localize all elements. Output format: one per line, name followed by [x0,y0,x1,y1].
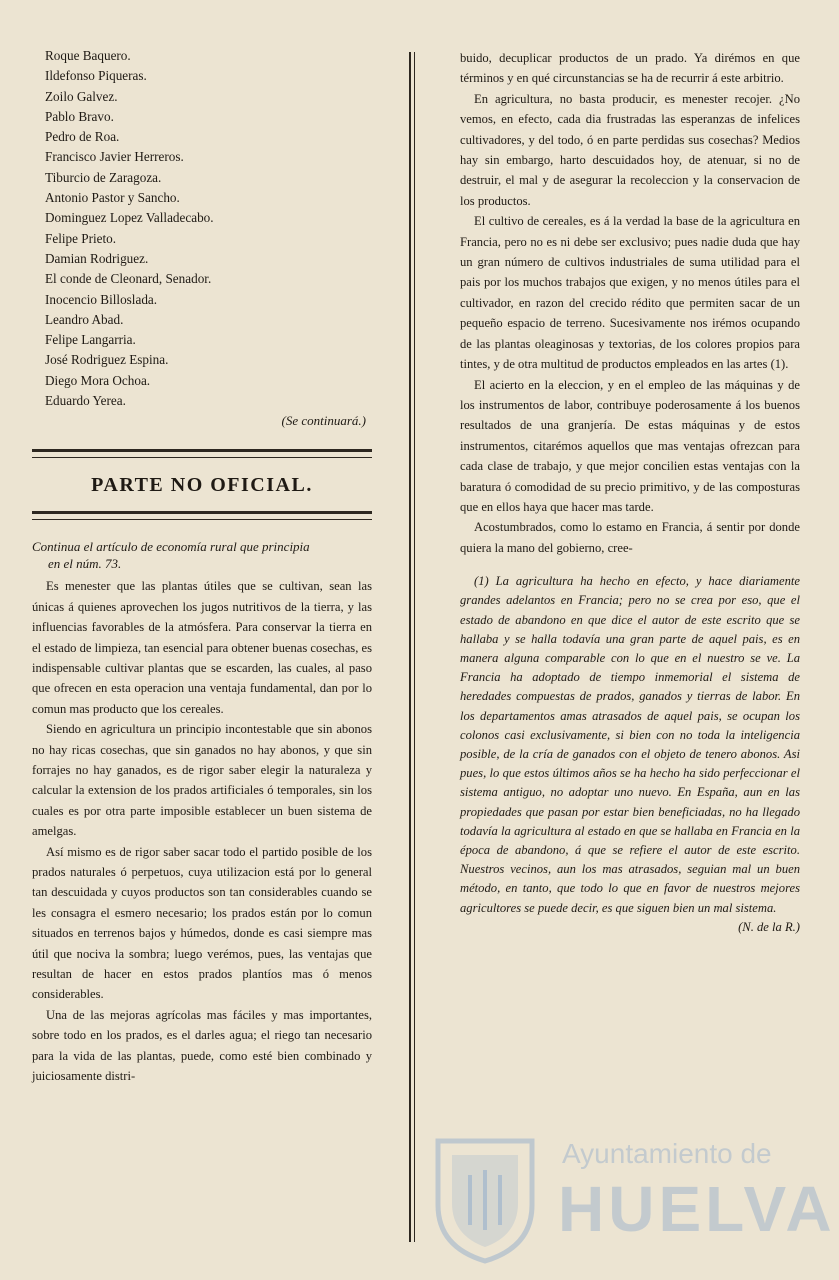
signatory-name: Felipe Langarria. [45,332,136,348]
signatory-name: Ildefonso Piqueras. [45,68,147,84]
coat-of-arms-icon [430,1135,540,1265]
paragraph: Así mismo es de rigor saber sacar todo el partido posible de los prados naturales ó perpetuos, cuya utilizacion está por lo general tan descuidada y cuyos productos son tan considerables cuando se les consagra el esmero necesario; los prados están por lo comun situados en terrenos bajos y húmedos, donde es casi siempre mas útil que nociva la sombra; luego verémos, pues, las ventajas que resultan de hacer en estos prados plantíos mas ó menos considerables. [32,844,372,1002]
signatory-name: Dominguez Lopez Valladecabo. [45,210,214,226]
signatory-name: Roque Baquero. [45,48,131,63]
section-title: PARTE NO OFICIAL. [91,474,313,497]
footnote-signature: (N. de la R.) [738,919,800,934]
paragraph: El cultivo de cereales, es á la verdad la base de la agricultura en Francia, pero no es ni debe ser exclusivo; pues nadie duda que hay un gran número de cultivos industriales de suma utilidad para el pais por los muchos trabajos que exigen, y no menos útiles para el cultivador, en razon del crecido rédito que permiten sacar de un pequeño espacio de terreno. Sucesivamente nos irémos ocupando de las plantas oleaginosas y textorias, de los colores propios para tintes, y de otra multitud de productos empleados en las artes (1). [460,214,800,372]
signatory-name: Antonio Pastor y Sancho. [45,190,180,206]
paragraph: Una de las mejoras agrícolas mas fáciles y mas importantes, sobre todo en los prados, es el darles agua; el riego tan necesario para la vida de las plantas, puede, como esté bien combinado y juiciosamente distri- [32,1007,372,1084]
signatory-name: Francisco Javier Herreros. [45,149,184,165]
section-rule-bottom [32,511,372,520]
column-divider-thin [414,52,415,1242]
signatory-name: Pedro de Roa. [45,129,120,145]
left-column [32,46,372,1087]
footnote [460,572,800,934]
signatory-name: Zoilo Galvez. [45,88,118,104]
paragraph: Siendo en agricultura un principio incontestable que sin abonos no hay ricas cosechas, que sin ganados no hay abonos, y que sin forrajes no hay ganados, es de rigor saber elegir la naturaleza y calcular la extension de los prados artificiales ó temporales, sin los cuales es por otra parte imposible establecer un buen sistema de amelgas. [32,722,372,839]
watermark [430,1130,836,1270]
paragraph: Acostumbrados, como lo estamo en Francia, á sentir por donde quiera la mano del gobierno, cree- [460,520,800,555]
subtitle-line: en el núm. 73. [48,556,122,572]
paragraph: Es menester que las plantas útiles que se cultivan, sean las únicas á quienes aprovechen los jugos nutritivos de la tierra, y las influencias favorables de la atmósfera. Para conservar la tierra en el estado de limpieza, tan esencial para obtener buenas cosechas, es indispensable cultivar plantas que se escarden, las cuales, al paso que ofrecen en esta operacion una ventaja fundamental, dan por lo comun mas producto que los cereales. [32,579,372,716]
signatory-name: Tiburcio de Zaragoza. [45,169,162,185]
paragraph: El acierto en la eleccion, y en el empleo de las máquinas y de los instrumentos de labor, contribuye poderosamente á los buenos resultados de una granjería. De estas máquinas y de estos instrumentos, citarémos aquellos que mas ventajas ofrezcan para cada clase de trabajo, y que mejor concilien estas ventajas con la baratura ó comodidad de su precio primitivo, y de las composturas que en ellos haya que hacer mas tarde. [460,377,800,514]
watermark-line: Ayuntamiento de [562,1138,772,1169]
column-divider [409,52,411,1242]
signatory-name: Eduardo Yerea. [45,393,126,409]
signatory-name: José Rodriguez Espina. [45,352,169,368]
signatory-name: Damian Rodriguez. [45,250,149,266]
paragraph: buido, decuplicar productos de un prado. Ya dirémos en que términos y en qué circunstancias se ha de recurrir á este arbitrio. [460,51,800,86]
section-rule-top [32,449,372,458]
signatory-name: Inocencio Billoslada. [45,291,158,307]
continues-note: (Se continuará.) [281,413,366,429]
paragraph: En agricultura, no basta producir, es menester recojer. ¿No vemos, en efecto, cada dia frustradas las esperanzas de infelices cultivadores, y del todo, ó en parte perdidas sus cosechas? Medios hay sin embargo, harto descuidados hoy, de atenuar, si no de destruir, el mal y de asegurar la recoleccion y la conservacion de los productos. [460,91,800,208]
signatory-name: Diego Mora Ochoa. [45,372,151,388]
signatory-name: Pablo Bravo. [45,108,114,124]
right-column [460,48,800,937]
signatory-list [32,46,372,411]
signatory-name: Felipe Prieto. [45,230,117,246]
article-subtitle [32,538,372,572]
signatory-name: El conde de Cleonard, Senador. [45,271,212,287]
signatory-name: Leandro Abad. [45,311,124,327]
footnote-text: (1) La agricultura ha hecho en efecto, y hace diariamente grandes adelantos en Francia; pero no se crea por eso, que el estado de abandono en que dice el autor de este escrito que se hallaba y se halla todavía una gran parte de aquel pais, es en manera alguna comparable con lo que en el nuestro se ve. La Francia ha adoptado de tiempo inmemorial el sistema de heredades compuestas de prados, ganados y tierras de labor. En los departamentos amas atrasados de aquel pais, se ocupan los colonos casi exclusivamente, si bien con no toda la inteligencia posible, de la cría de ganados con el objeto de tenero abonos. Asi pues, lo que estos últimos años se ha hecho ha sido perfeccionar el sistema antiguo, no adoptar uno nuevo. En España, aun en las propiedades que pasan por estar bien beneficiadas, no ha llegado todavía la agricultura al estado en que se hallaba en Francia en la época de abandono, á que se refiere el autor de este escrito. Nuestros vecinos, aun los mas atrasados, seguian mal un buen método, en tanto, que todo lo que en favor de nuestros mejores agricultores se puede decir, es que siguen bien un mal sistema. [460,574,800,915]
watermark-line: HUELVA [558,1173,836,1245]
subtitle-line: Continua el artículo de economía rural que principia [32,539,310,555]
